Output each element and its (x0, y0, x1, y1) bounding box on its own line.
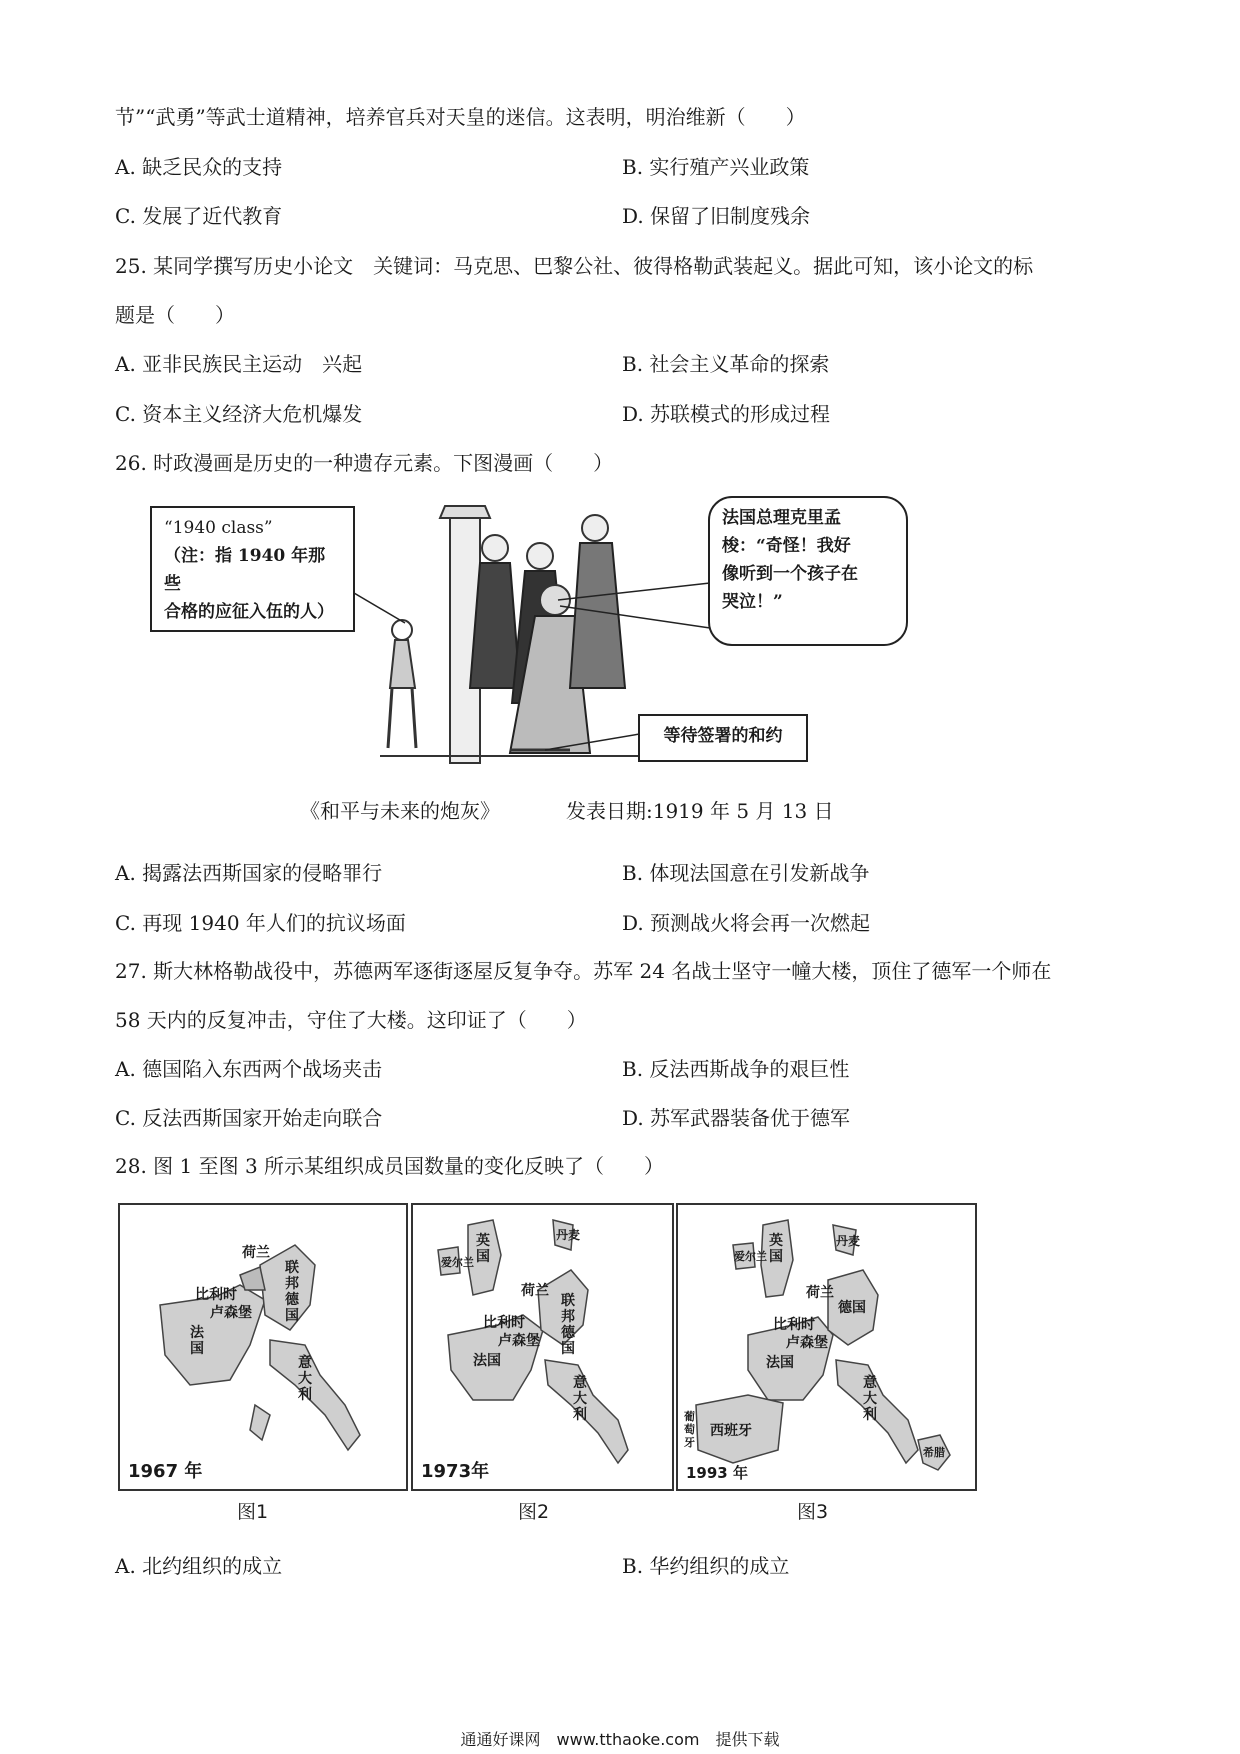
q27-option-c: C. 反法西斯国家开始走向联合 (115, 1106, 383, 1130)
left-note-line1: “1940 class” (164, 518, 273, 538)
map3-label-ireland: 爱尔兰 (734, 1250, 767, 1263)
map2-label-luxembourg: 卢森堡 (498, 1333, 540, 1349)
cartoon-treaty-note: 等待签署的和约 (638, 714, 808, 762)
map2-label-france: 法国 (473, 1353, 501, 1369)
q27-stem-line2: 58 天内的反复冲击，守住了大楼。这印证了（ ） (115, 1008, 587, 1032)
q28-option-b: B. 华约组织的成立 (622, 1554, 790, 1578)
map3-label-luxembourg: 卢森堡 (786, 1335, 828, 1351)
q27-option-b: B. 反法西斯战争的艰巨性 (622, 1057, 850, 1081)
map1-label-netherlands: 荷兰 (242, 1245, 270, 1261)
cartoon-caption-title: 《和平与未来的炮灰》 (300, 799, 500, 823)
map1-year: 1967 年 (128, 1461, 203, 1482)
bubble-line1: 法国总理克里孟 (722, 508, 841, 528)
map2-label-ireland: 爱尔兰 (441, 1256, 474, 1269)
q26-option-d: D. 预测战火将会再一次燃起 (622, 911, 871, 935)
map1-label-france: 法国 (190, 1325, 204, 1357)
map3-label-italy: 意大利 (863, 1375, 877, 1423)
cartoon-speech-bubble (708, 496, 908, 646)
map3-label-spain: 西班牙 (710, 1423, 752, 1439)
map2-label-west-germany: 联邦德国 (561, 1293, 575, 1357)
q26-cartoon (150, 488, 920, 813)
q28-stem: 28. 图 1 至图 3 所示某组织成员国数量的变化反映了（ ） (115, 1154, 665, 1178)
q25-option-d: D. 苏联模式的形成过程 (622, 402, 831, 426)
map2-label-denmark: 丹麦 (556, 1228, 581, 1242)
map2-label-netherlands: 荷兰 (521, 1283, 549, 1299)
q25-stem-line2: 题是（ ） (115, 303, 235, 327)
map1-label-italy: 意大利 (298, 1355, 312, 1403)
fig2-label: 图2 (518, 1501, 550, 1523)
map-1967 (118, 1203, 408, 1491)
q25-stem-line1: 25. 某同学撰写历史小论文 关键词：马克思、巴黎公社、彼得格勒武装起义。据此可知，该小论文的标 (115, 254, 1034, 278)
map2-label-uk: 英国 (476, 1233, 490, 1265)
map1-label-west-germany: 联邦德国 (285, 1260, 299, 1324)
q24-option-a: A. 缺乏民众的支持 (115, 155, 283, 179)
q26-stem: 26. 时政漫画是历史的一种遗存元素。下图漫画（ ） (115, 451, 614, 475)
bubble-line2: 梭：“奇怪！我好 (722, 536, 851, 556)
q24-option-d: D. 保留了旧制度残余 (622, 204, 811, 228)
q25-option-c: C. 资本主义经济大危机爆发 (115, 402, 363, 426)
map3-label-germany: 德国 (838, 1300, 866, 1316)
map1-label-belgium: 比利时 (195, 1287, 237, 1303)
q26-option-b: B. 体现法国意在引发新战争 (622, 861, 870, 885)
map2-year: 1973年 (421, 1461, 490, 1482)
fig1-label: 图1 (237, 1501, 269, 1523)
left-note-line2: （注：指 1940 年那些 (164, 546, 326, 594)
q25-option-b: B. 社会主义革命的探索 (622, 352, 830, 376)
q24-option-c: C. 发展了近代教育 (115, 204, 283, 228)
cartoon-left-note (150, 506, 355, 632)
q26-option-a: A. 揭露法西斯国家的侵略罪行 (115, 861, 383, 885)
map3-label-netherlands: 荷兰 (806, 1285, 834, 1301)
map3-label-portugal: 葡萄牙 (684, 1410, 695, 1449)
q25-option-a: A. 亚非民族民主运动 兴起 (115, 352, 363, 376)
map3-label-greece: 希腊 (923, 1446, 945, 1459)
map3-year: 1993 年 (686, 1464, 748, 1482)
left-note-line3: 合格的应征入伍的人） (164, 602, 334, 622)
map3-label-belgium: 比利时 (773, 1317, 815, 1333)
page-footer: 通通好课网 www.tthaoke.com 提供下载 (460, 1730, 780, 1749)
map2-label-italy: 意大利 (573, 1375, 587, 1423)
bubble-line4: 哭泣！” (722, 592, 783, 612)
map-1973 (411, 1203, 674, 1491)
map-1993 (676, 1203, 977, 1491)
map3-label-uk: 英国 (769, 1233, 783, 1265)
q26-option-c: C. 再现 1940 年人们的抗议场面 (115, 911, 406, 935)
q27-option-a: A. 德国陷入东西两个战场夹击 (115, 1057, 383, 1081)
q28-option-a: A. 北约组织的成立 (115, 1554, 283, 1578)
q24-option-b: B. 实行殖产兴业政策 (622, 155, 810, 179)
europe-map-1973 (413, 1205, 674, 1491)
bubble-line3: 像听到一个孩子在 (722, 564, 858, 584)
cartoon-caption-date: 发表日期:1919 年 5 月 13 日 (566, 799, 834, 823)
q27-option-d: D. 苏军武器装备优于德军 (622, 1106, 851, 1130)
q27-stem-line1: 27. 斯大林格勒战役中，苏德两军逐街逐屋反复争夺。苏军 24 名战士坚守一幢大楼，顶住了德军一个师在 (115, 959, 1052, 983)
map3-label-france: 法国 (766, 1355, 794, 1371)
map2-label-belgium: 比利时 (483, 1315, 525, 1331)
q24-stem-tail: 节”“武勇”等武士道精神，培养官兵对天皇的迷信。这表明，明治维新（ ） (115, 105, 806, 129)
map1-label-luxembourg: 卢森堡 (210, 1305, 252, 1321)
fig3-label: 图3 (797, 1501, 829, 1523)
map3-label-denmark: 丹麦 (836, 1234, 861, 1248)
